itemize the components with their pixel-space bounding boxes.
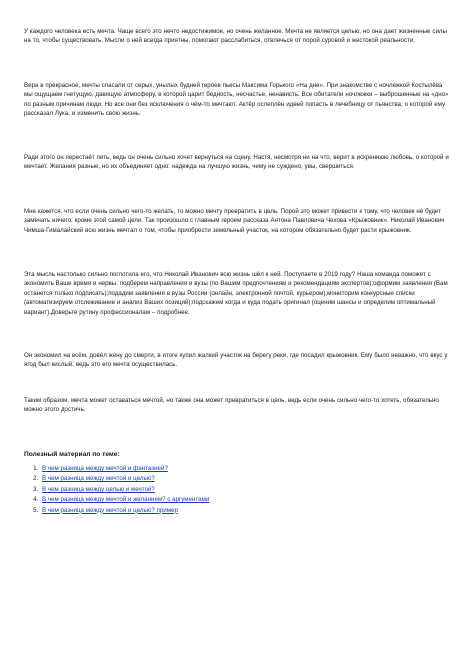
list-item [40, 474, 468, 484]
list-item [40, 464, 468, 474]
related-link-1[interactable]: В чем разница между мечтой и фантазией? [42, 465, 168, 472]
paragraph-6: Он экономил на всём, довёл жену до смерти, в итоге купил жалкий участок на берегу реки, где посадил крыжовник. Ему было неважно, что вкус у ягод был кислый, ведь это его мечта осуществилась. [24, 352, 448, 369]
paragraph-2: Вера в прекрасное, мечты спасали от серых, унылых будней героев пьесы Максима Горького «На дне». При знакомстве с ночлежкой Костылёва мы ощущаем гнетущую, давящую атмосферу, в которой царит бедность, несчастье, ненависть. Все обитатели ночлежки – выброшенные на «дно» по разным причинам люди. Но все они без исключения о чём-то мечтают. Актёр ослеплён идеей попасть в лечебницу от пьянства, о которой ему рассказал Лука, и изменить свою жизнь. [24, 82, 449, 118]
paragraph-3: Ради этого он перестаёт пить, ведь он очень сильно хочет вернуться на сцену. Настя, несмотря ни на что, верит в искреннюю любовь, о которой и мечтает. Желания разные, но их объединяет одно: надежда на лучшую жизнь, чему не суждено, увы, свершиться. [24, 154, 449, 171]
paragraph-7: Таким образом, мечта может оставаться мечтой, но также она может превратиться в цель, ведь если очень сильно чего-то хотеть, обязательно можно этого достичь. [24, 397, 439, 414]
related-link-2[interactable]: В чем разница между мечтой и целью? [42, 475, 155, 483]
list-item [40, 495, 468, 505]
related-link-3[interactable]: В чем разница между целью и мечтой? [42, 485, 155, 493]
list-item [40, 485, 468, 495]
related-link-5[interactable]: В чем разница между мечтой и целью? пример [42, 506, 178, 514]
related-link-4[interactable]: В чем разница между мечтой и желанием? с аргументами [42, 496, 210, 504]
paragraph-4: Мне кажется, что если очень сильно чего-то желать, то можно мечту превратить в цель. Порой это может привести к тому, что человек не будет замечать ничего, кроме этой самой цели. Так произошло с главным героем рассказа Антона Павловича Чехова «Крыжовник». Николай Иванович Чимша-Гималайский всю жизнь мечтал о том, чтобы приобрести земельный участок, на котором обязательно будет расти крыжовник. [24, 208, 445, 234]
related-heading: Полезный материал по теме: [24, 451, 120, 458]
list-item [40, 506, 468, 516]
related-links-list [24, 464, 468, 516]
paragraph-5: Эта мысль настолько сильно поглотила его, что Николай Иванович всю жизнь шёл к ней. Поступаете в 2019 году? Наша команда поможет с экономить Ваше время и нервы: подберем направления и вузы (по Вашим предпочтениям и рекомендациям экспертов);оформим заявления (Вам останется только подписать);подадим заявления в вузы России (онлайн, электронной почтой, курьером);мониторим конкурсные списки (автоматизируем отслеживание и анализ Ваших позиций);подскажем когда и куда подать оригинал (оценим шансы и определим оптимальный вариант).Доверьте рутину профессионалам – подробнее. [24, 271, 448, 316]
paragraph-1: У каждого человека есть мечта. Чаще всего это нечто недостижимое, но очень желанное. Мечта не является целью, но она дает жизненные силы на то, чтобы существовать. Мысли о ней всегда приятны, помогают расслабиться, отвлечься от порой суровой и жестокой реальности. [24, 28, 447, 45]
